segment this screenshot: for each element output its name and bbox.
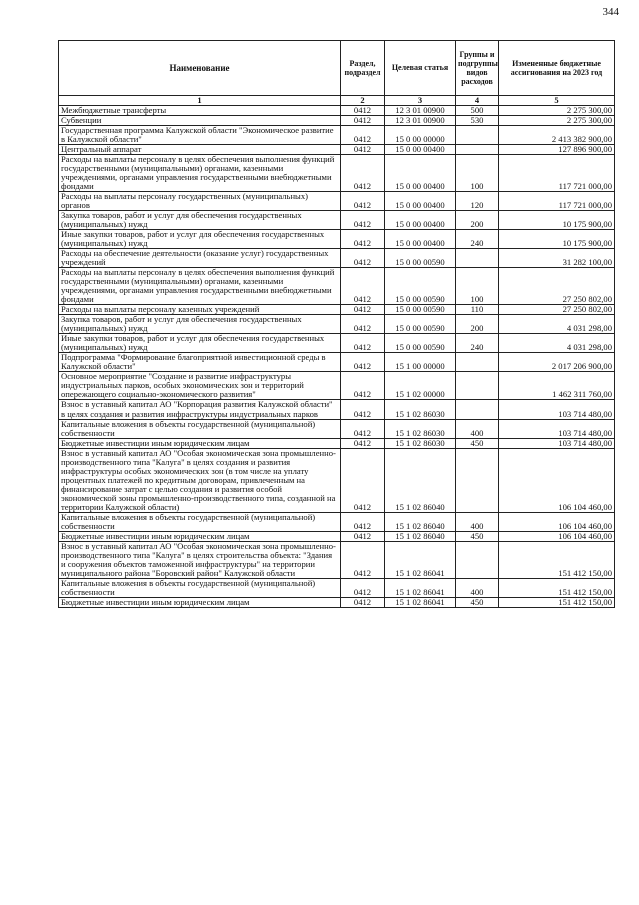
row-group <box>456 372 499 400</box>
column-number: 1 <box>59 96 341 106</box>
row-section: 0412 <box>341 155 385 192</box>
row-target: 15 0 00 00400 <box>385 192 456 211</box>
row-group: 200 <box>456 211 499 230</box>
row-target: 15 0 00 00590 <box>385 249 456 268</box>
row-name: Расходы на выплаты персоналу в целях обеспечения выполнения функций государственными (муниципальными) органами, казенными учреждениями, органами управления государственными внебюджетными фондами <box>59 155 341 192</box>
row-name: Взнос в уставный капитал АО "Особая экономическая зона промышленно-производственного типа "Калуга" в целях строительства объекта: "Здания и сооружения объектов таможенной инфраструктуры" на территории муниципального района "Боровский район" Калужской области <box>59 541 341 578</box>
row-name: Подпрограмма "Формирование благоприятной инвестиционной среды в Калужской области" <box>59 353 341 372</box>
row-section: 0412 <box>341 230 385 249</box>
row-amount: 106 104 460,00 <box>499 531 615 541</box>
row-target: 15 0 00 00000 <box>385 126 456 145</box>
table-row <box>59 106 615 116</box>
row-section: 0412 <box>341 597 385 607</box>
row-amount: 10 175 900,00 <box>499 230 615 249</box>
row-name: Иные закупки товаров, работ и услуг для обеспечения государственных (муниципальных) нужд <box>59 230 341 249</box>
table-row <box>59 448 615 512</box>
row-group <box>456 448 499 512</box>
row-name: Бюджетные инвестиции иным юридическим лицам <box>59 438 341 448</box>
row-target: 15 1 00 00000 <box>385 353 456 372</box>
row-amount: 151 412 150,00 <box>499 597 615 607</box>
row-name: Бюджетные инвестиции иным юридическим лицам <box>59 531 341 541</box>
header-groups: Группы и подгруппы видов расходов <box>456 41 499 96</box>
row-target: 15 0 00 00400 <box>385 211 456 230</box>
row-section: 0412 <box>341 116 385 126</box>
row-group: 500 <box>456 106 499 116</box>
row-section: 0412 <box>341 106 385 116</box>
column-number: 4 <box>456 96 499 106</box>
row-target: 15 1 02 86041 <box>385 541 456 578</box>
row-name: Государственная программа Калужской области "Экономическое развитие в Калужской области" <box>59 126 341 145</box>
row-name: Межбюджетные трансферты <box>59 106 341 116</box>
row-group: 450 <box>456 438 499 448</box>
row-section: 0412 <box>341 578 385 597</box>
header-name: Наименование <box>59 41 341 96</box>
row-group: 400 <box>456 512 499 531</box>
table-row <box>59 305 615 315</box>
row-target: 15 1 02 86040 <box>385 531 456 541</box>
table-row <box>59 155 615 192</box>
row-group <box>456 145 499 155</box>
row-section: 0412 <box>341 438 385 448</box>
row-amount: 27 250 802,00 <box>499 305 615 315</box>
row-name: Капитальные вложения в объекты государственной (муниципальной) собственности <box>59 512 341 531</box>
row-name: Закупка товаров, работ и услуг для обеспечения государственных (муниципальных) нужд <box>59 315 341 334</box>
table-row <box>59 419 615 438</box>
row-section: 0412 <box>341 353 385 372</box>
column-number: 3 <box>385 96 456 106</box>
header-amount: Измененные бюджетные ассигнования на 2023 год <box>499 41 615 96</box>
row-target: 15 0 00 00590 <box>385 268 456 305</box>
table-row <box>59 116 615 126</box>
row-amount: 106 104 460,00 <box>499 512 615 531</box>
table-row <box>59 597 615 607</box>
row-name: Центральный аппарат <box>59 145 341 155</box>
row-amount: 2 275 300,00 <box>499 116 615 126</box>
row-name: Расходы на выплаты персоналу государственных (муниципальных) органов <box>59 192 341 211</box>
row-name: Бюджетные инвестиции иным юридическим лицам <box>59 597 341 607</box>
row-amount: 103 714 480,00 <box>499 419 615 438</box>
row-group: 200 <box>456 315 499 334</box>
row-target: 15 1 02 86040 <box>385 448 456 512</box>
row-target: 15 1 02 86041 <box>385 578 456 597</box>
row-section: 0412 <box>341 448 385 512</box>
row-section: 0412 <box>341 211 385 230</box>
row-section: 0412 <box>341 268 385 305</box>
budget-table <box>58 40 615 608</box>
table-header-row <box>59 41 615 96</box>
table-row <box>59 353 615 372</box>
table-row <box>59 230 615 249</box>
row-amount: 151 412 150,00 <box>499 578 615 597</box>
row-target: 15 0 00 00400 <box>385 230 456 249</box>
row-name: Взнос в уставный капитал АО "Особая экономическая зона промышленно-производственного типа "Калуга" в целях создания и развития инфраструктуры особых экономических зон (в том числе на уплату процентных платежей по кредитным договорам, привлеченным на финансирование затрат с целью создания и развития особой экономической зоны промышленно-производственного типа, созданной на территории Калужской области) <box>59 448 341 512</box>
row-target: 15 1 02 86041 <box>385 597 456 607</box>
row-section: 0412 <box>341 305 385 315</box>
row-group <box>456 400 499 419</box>
column-number-row <box>59 96 615 106</box>
row-amount: 103 714 480,00 <box>499 438 615 448</box>
row-target: 15 0 00 00400 <box>385 145 456 155</box>
row-target: 15 1 02 86030 <box>385 419 456 438</box>
row-name: Расходы на выплаты персоналу в целях обеспечения выполнения функций государственными (муниципальными) органами, казенными учреждениями, органами управления государственными внебюджетными фондами <box>59 268 341 305</box>
row-name: Взнос в уставный капитал АО "Корпорация развития Калужской области" в целях создания и развития инфраструктуры индустриальных парков <box>59 400 341 419</box>
row-target: 15 0 00 00400 <box>385 155 456 192</box>
row-group: 450 <box>456 531 499 541</box>
row-amount: 31 282 100,00 <box>499 249 615 268</box>
row-amount: 4 031 298,00 <box>499 334 615 353</box>
row-target: 15 0 00 00590 <box>385 305 456 315</box>
table-row <box>59 249 615 268</box>
header-section: Раздел, подраздел <box>341 41 385 96</box>
row-amount: 117 721 000,00 <box>499 155 615 192</box>
table-row <box>59 192 615 211</box>
row-group <box>456 126 499 145</box>
row-section: 0412 <box>341 126 385 145</box>
row-target: 15 1 02 86040 <box>385 512 456 531</box>
row-target: 12 3 01 00900 <box>385 116 456 126</box>
row-group: 240 <box>456 334 499 353</box>
row-target: 12 3 01 00900 <box>385 106 456 116</box>
table-row <box>59 315 615 334</box>
row-amount: 106 104 460,00 <box>499 448 615 512</box>
row-section: 0412 <box>341 419 385 438</box>
row-amount: 2 017 206 900,00 <box>499 353 615 372</box>
row-section: 0412 <box>341 400 385 419</box>
row-name: Расходы на обеспечение деятельности (оказание услуг) государственных учреждений <box>59 249 341 268</box>
table-row <box>59 211 615 230</box>
row-target: 15 1 02 86030 <box>385 400 456 419</box>
row-group <box>456 541 499 578</box>
header-target: Целевая статья <box>385 41 456 96</box>
row-section: 0412 <box>341 531 385 541</box>
row-section: 0412 <box>341 541 385 578</box>
row-section: 0412 <box>341 145 385 155</box>
table-row <box>59 145 615 155</box>
row-section: 0412 <box>341 512 385 531</box>
row-group <box>456 249 499 268</box>
row-amount: 4 031 298,00 <box>499 315 615 334</box>
table-row <box>59 438 615 448</box>
row-name: Субвенции <box>59 116 341 126</box>
row-amount: 2 413 382 900,00 <box>499 126 615 145</box>
table-row <box>59 400 615 419</box>
row-name: Основное мероприятие "Создание и развитие инфраструктуры индустриальных парков, особых экономических зон и территорий опережающего социально-экономического развития" <box>59 372 341 400</box>
row-amount: 151 412 150,00 <box>499 541 615 578</box>
row-section: 0412 <box>341 249 385 268</box>
row-target: 15 0 00 00590 <box>385 315 456 334</box>
row-section: 0412 <box>341 192 385 211</box>
row-section: 0412 <box>341 334 385 353</box>
row-name: Расходы на выплаты персоналу казенных учреждений <box>59 305 341 315</box>
row-name: Иные закупки товаров, работ и услуг для обеспечения государственных (муниципальных) нужд <box>59 334 341 353</box>
row-section: 0412 <box>341 315 385 334</box>
row-target: 15 0 00 00590 <box>385 334 456 353</box>
table-row <box>59 512 615 531</box>
row-amount: 1 462 311 760,00 <box>499 372 615 400</box>
row-group <box>456 353 499 372</box>
row-name: Капитальные вложения в объекты государственной (муниципальной) собственности <box>59 578 341 597</box>
page-number: 344 <box>602 6 619 18</box>
row-amount: 103 714 480,00 <box>499 400 615 419</box>
table-row <box>59 126 615 145</box>
row-target: 15 1 02 00000 <box>385 372 456 400</box>
row-group: 240 <box>456 230 499 249</box>
row-amount: 127 896 900,00 <box>499 145 615 155</box>
table-row <box>59 334 615 353</box>
row-amount: 10 175 900,00 <box>499 211 615 230</box>
column-number: 5 <box>499 96 615 106</box>
table-row <box>59 372 615 400</box>
row-amount: 117 721 000,00 <box>499 192 615 211</box>
row-group: 100 <box>456 155 499 192</box>
column-number: 2 <box>341 96 385 106</box>
table-row <box>59 578 615 597</box>
row-group: 530 <box>456 116 499 126</box>
row-group: 400 <box>456 419 499 438</box>
row-name: Закупка товаров, работ и услуг для обеспечения государственных (муниципальных) нужд <box>59 211 341 230</box>
row-amount: 27 250 802,00 <box>499 268 615 305</box>
row-group: 100 <box>456 268 499 305</box>
row-section: 0412 <box>341 372 385 400</box>
table-row <box>59 268 615 305</box>
row-group: 120 <box>456 192 499 211</box>
row-target: 15 1 02 86030 <box>385 438 456 448</box>
row-amount: 2 275 300,00 <box>499 106 615 116</box>
row-group: 400 <box>456 578 499 597</box>
row-group: 110 <box>456 305 499 315</box>
row-group: 450 <box>456 597 499 607</box>
row-name: Капитальные вложения в объекты государственной (муниципальной) собственности <box>59 419 341 438</box>
table-row <box>59 531 615 541</box>
table-row <box>59 541 615 578</box>
